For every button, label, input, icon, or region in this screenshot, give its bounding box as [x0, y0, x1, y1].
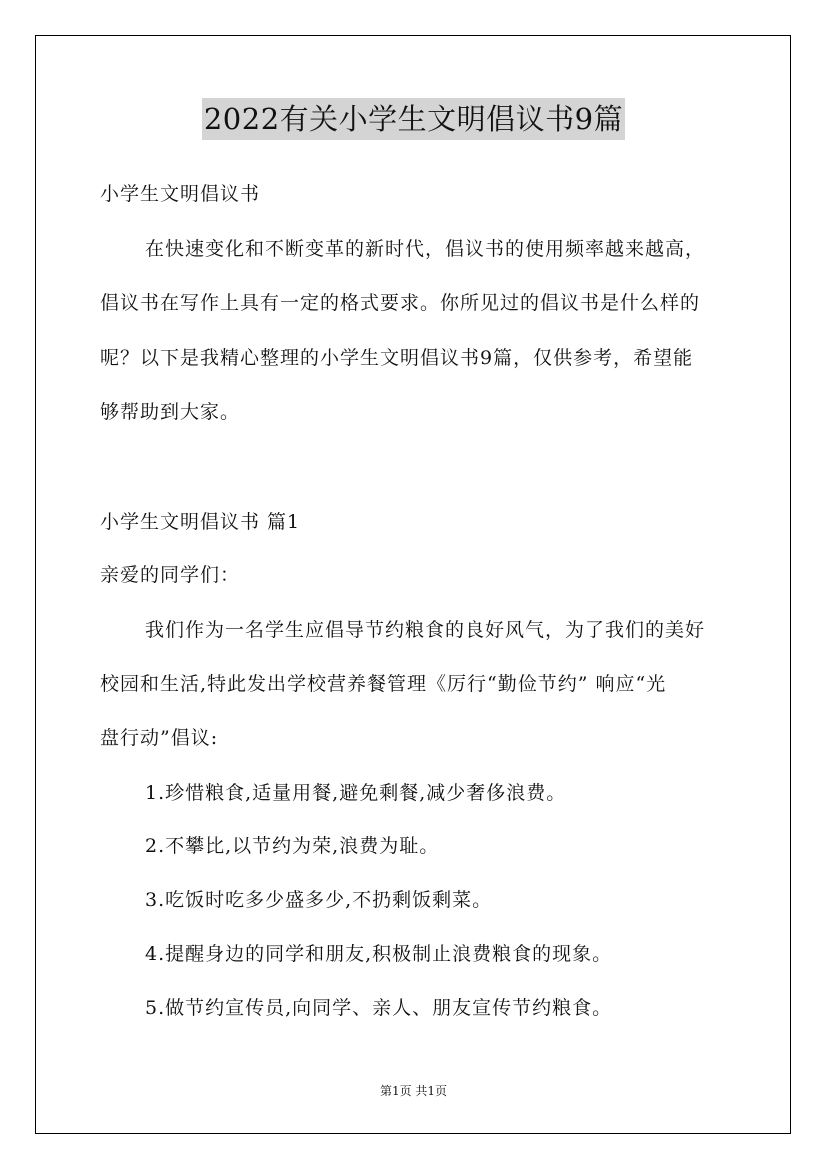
body-line-2: 校园和生活,特此发出学校营养餐管理《厉行“勤俭节约” 响应“光 — [100, 673, 667, 695]
list-item-1: 1.珍惜粮食,适量用餐,避免剩餐,减少奢侈浪费。 — [145, 782, 567, 804]
page-number: 第1页 共1页 — [379, 1084, 448, 1098]
list-item-4: 4.提醒身边的同学和朋友,积极制止浪费粮食的现象。 — [145, 943, 613, 965]
body-line-1: 我们作为一名学生应倡导节约粮食的良好风气，为了我们的美好 — [145, 619, 706, 641]
section-heading: 小学生文明倡议书 篇1 — [100, 511, 301, 533]
subtitle: 小学生文明倡议书 — [100, 183, 261, 205]
list-item-5: 5.做节约宣传员,向同学、亲人、朋友宣传节约粮食。 — [145, 997, 613, 1019]
intro-line-3: 呢？以下是我精心整理的小学生文明倡议书9篇，仅供参考，希望能 — [100, 347, 694, 369]
list-item-3: 3.吃饭时吃多少盛多少,不扔剩饭剩菜。 — [145, 889, 493, 911]
list-item-2: 2.不攀比,以节约为荣,浪费为耻。 — [145, 835, 440, 857]
intro-line-1: 在快速变化和不断变革的新时代，倡议书的使用频率越来越高， — [145, 238, 706, 260]
body-line-3: 盘行动”倡议: — [100, 727, 219, 749]
title-container — [0, 98, 827, 140]
greeting: 亲爱的同学们： — [100, 564, 241, 586]
document-title: 2022有关小学生文明倡议书9篇 — [202, 98, 625, 140]
intro-line-4: 够帮助到大家。 — [100, 401, 241, 423]
intro-line-2: 倡议书在写作上具有一定的格式要求。你所见过的倡议书是什么样的 — [100, 292, 701, 314]
